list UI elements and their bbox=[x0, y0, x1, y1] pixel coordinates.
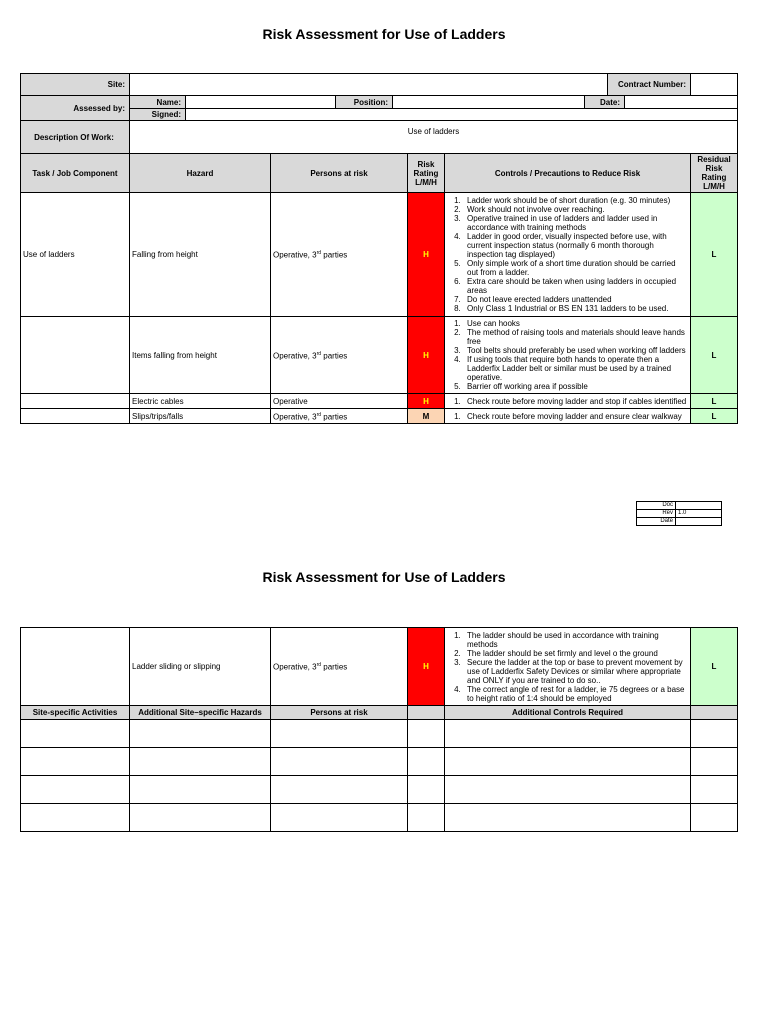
controls-list bbox=[447, 319, 688, 391]
risk-assessment-table bbox=[20, 73, 738, 424]
site-residual-field[interactable] bbox=[691, 776, 738, 804]
site-field[interactable] bbox=[130, 74, 608, 95]
site-activity-field[interactable] bbox=[21, 720, 130, 748]
table-row bbox=[21, 317, 738, 394]
site-persons-field[interactable] bbox=[271, 776, 408, 804]
col-persons: Persons at risk bbox=[271, 154, 408, 193]
site-persons-field[interactable] bbox=[271, 748, 408, 776]
controls-list bbox=[447, 196, 688, 313]
date-field[interactable] bbox=[625, 96, 738, 108]
col-site-hazards: Additional Site–specific Hazards bbox=[130, 706, 271, 720]
control-item: 3. Tool belts should preferably be used when working off ladders bbox=[463, 346, 688, 355]
site-specific-row bbox=[21, 776, 738, 804]
controls-list bbox=[447, 412, 688, 421]
controls-cell bbox=[445, 317, 691, 394]
control-item: 1. Use can hooks bbox=[463, 319, 688, 328]
control-item: 2. Work should not involve over reaching. bbox=[463, 205, 688, 214]
hazard-cell: Falling from height bbox=[130, 193, 271, 317]
site-label: Site: bbox=[21, 74, 130, 96]
date-label: Date bbox=[637, 518, 676, 526]
risk-rating-badge: H bbox=[408, 317, 445, 394]
risk-rating-badge: H bbox=[408, 628, 445, 706]
controls-list bbox=[447, 631, 688, 703]
task-cell bbox=[21, 394, 130, 409]
site-activity-field[interactable] bbox=[21, 748, 130, 776]
assessed-by-label: Assessed by: bbox=[21, 96, 130, 121]
residual-rating-badge: L bbox=[691, 628, 738, 706]
site-hazard-field[interactable] bbox=[130, 748, 271, 776]
risk-rating-badge: H bbox=[408, 394, 445, 409]
control-item: 3. Operative trained in use of ladders and ladder used in accordance with training methods bbox=[463, 214, 688, 232]
site-controls-field[interactable] bbox=[445, 720, 691, 748]
page-title: Risk Assessment for Use of Ladders bbox=[262, 26, 506, 42]
hazard-cell: Ladder sliding or slipping bbox=[130, 628, 271, 706]
site-hazard-field[interactable] bbox=[130, 776, 271, 804]
document-control-box bbox=[636, 501, 722, 526]
doc-label: Doc bbox=[637, 502, 676, 510]
col-site-activities: Site-specific Activities bbox=[21, 706, 130, 720]
site-activity-field[interactable] bbox=[21, 776, 130, 804]
controls-cell bbox=[445, 409, 691, 424]
date-value bbox=[676, 518, 722, 526]
hazard-cell: Slips/trips/falls bbox=[130, 409, 271, 424]
persons-cell: Operative, 3rd parties bbox=[271, 193, 408, 317]
site-hazard-field[interactable] bbox=[130, 804, 271, 832]
task-cell: Use of ladders bbox=[21, 193, 130, 317]
signed-label: Signed: bbox=[130, 109, 186, 120]
residual-rating-badge: L bbox=[691, 193, 738, 317]
site-specific-row bbox=[21, 748, 738, 776]
table-row bbox=[21, 394, 738, 409]
site-activity-field[interactable] bbox=[21, 804, 130, 832]
table-row bbox=[21, 193, 738, 317]
col-residual: Residual Risk Rating L/M/H bbox=[691, 154, 738, 193]
description-value: Use of ladders bbox=[130, 121, 738, 154]
site-controls-field[interactable] bbox=[445, 748, 691, 776]
site-residual-field[interactable] bbox=[691, 748, 738, 776]
contract-number-field[interactable] bbox=[691, 74, 738, 96]
col-controls: Controls / Precautions to Reduce Risk bbox=[445, 154, 691, 193]
control-item: 1. Check route before moving ladder and stop if cables identified bbox=[463, 397, 688, 406]
name-field[interactable] bbox=[186, 96, 336, 108]
site-specific-row bbox=[21, 804, 738, 832]
site-persons-field[interactable] bbox=[271, 804, 408, 832]
position-label: Position: bbox=[336, 96, 393, 108]
control-item: 6. Extra care should be taken when using ladders in occupied areas bbox=[463, 277, 688, 295]
site-specific-row bbox=[21, 720, 738, 748]
position-field[interactable] bbox=[393, 96, 585, 108]
control-item: 4. Ladder in good order, visually inspected before use, with current inspection status (normally 6 month thorough inspection tag displayed) bbox=[463, 232, 688, 259]
col-task: Task / Job Component bbox=[21, 154, 130, 193]
site-residual-field[interactable] bbox=[691, 720, 738, 748]
persons-cell: Operative, 3rd parties bbox=[271, 317, 408, 394]
control-item: 2. The method of raising tools and materials should leave hands free bbox=[463, 328, 688, 346]
hazard-cell: Electric cables bbox=[130, 394, 271, 409]
residual-rating-badge: L bbox=[691, 409, 738, 424]
control-item: 1. Check route before moving ladder and ensure clear walkway bbox=[463, 412, 688, 421]
controls-cell bbox=[445, 394, 691, 409]
controls-cell bbox=[445, 193, 691, 317]
task-cell bbox=[21, 628, 130, 706]
residual-rating-badge: L bbox=[691, 394, 738, 409]
col-site-residual bbox=[691, 706, 738, 720]
task-cell bbox=[21, 317, 130, 394]
table-row bbox=[21, 409, 738, 424]
persons-cell: Operative, 3rd parties bbox=[271, 409, 408, 424]
name-label: Name: bbox=[130, 96, 186, 108]
signed-field[interactable] bbox=[186, 109, 738, 120]
risk-rating-badge: H bbox=[408, 193, 445, 317]
site-risk-field[interactable] bbox=[408, 776, 445, 804]
col-site-risk bbox=[408, 706, 445, 720]
controls-list bbox=[447, 397, 688, 406]
control-item: 1. The ladder should be used in accordance with training methods bbox=[463, 631, 688, 649]
control-item: 7. Do not leave erected ladders unattended bbox=[463, 295, 688, 304]
residual-rating-badge: L bbox=[691, 317, 738, 394]
control-item: 1. Ladder work should be of short duration (e.g. 30 minutes) bbox=[463, 196, 688, 205]
site-controls-field[interactable] bbox=[445, 776, 691, 804]
hazard-cell: Items falling from height bbox=[130, 317, 271, 394]
site-risk-field[interactable] bbox=[408, 748, 445, 776]
risk-assessment-table-page2 bbox=[20, 627, 738, 832]
site-controls-field[interactable] bbox=[445, 804, 691, 832]
control-item: 4. The correct angle of rest for a ladder, ie 75 degrees or a base to height ratio of 1:4 should be employed bbox=[463, 685, 688, 703]
doc-value bbox=[676, 502, 722, 510]
rev-value: 1.0 bbox=[676, 510, 722, 518]
site-risk-field[interactable] bbox=[408, 720, 445, 748]
control-item: 8. Only Class 1 Industrial or BS EN 131 ladders to be used. bbox=[463, 304, 688, 313]
control-item: 5. Only simple work of a short time duration should be carried out from a ladder. bbox=[463, 259, 688, 277]
controls-cell bbox=[445, 628, 691, 706]
site-persons-field[interactable] bbox=[271, 720, 408, 748]
table-row bbox=[21, 628, 738, 706]
page-title: Risk Assessment for Use of Ladders bbox=[262, 569, 506, 585]
persons-cell: Operative bbox=[271, 394, 408, 409]
col-hazard: Hazard bbox=[130, 154, 271, 193]
control-item: 3. Secure the ladder at the top or base to prevent movement by use of Ladderfix Safety Devices or similar where appropriate and ONLY if you are trained to do so.. bbox=[463, 658, 688, 685]
date-label: Date: bbox=[585, 96, 625, 108]
control-item: 5. Barrier off working area if possible bbox=[463, 382, 688, 391]
col-site-controls: Additional Controls Required bbox=[445, 706, 691, 720]
site-risk-field[interactable] bbox=[408, 804, 445, 832]
col-site-persons: Persons at risk bbox=[271, 706, 408, 720]
risk-rating-badge: M bbox=[408, 409, 445, 424]
rev-label: Rev bbox=[637, 510, 676, 518]
control-item: 4. If using tools that require both hands to operate then a Ladderfix Ladder belt or similar must be used by a trained operative. bbox=[463, 355, 688, 382]
persons-cell: Operative, 3rd parties bbox=[271, 628, 408, 706]
task-cell bbox=[21, 409, 130, 424]
col-risk: Risk Rating L/M/H bbox=[408, 154, 445, 193]
contract-number-label: Contract Number: bbox=[608, 74, 691, 95]
control-item: 2. The ladder should be set firmly and level o the ground bbox=[463, 649, 688, 658]
site-hazard-field[interactable] bbox=[130, 720, 271, 748]
site-residual-field[interactable] bbox=[691, 804, 738, 832]
description-label: Description Of Work: bbox=[21, 121, 130, 154]
